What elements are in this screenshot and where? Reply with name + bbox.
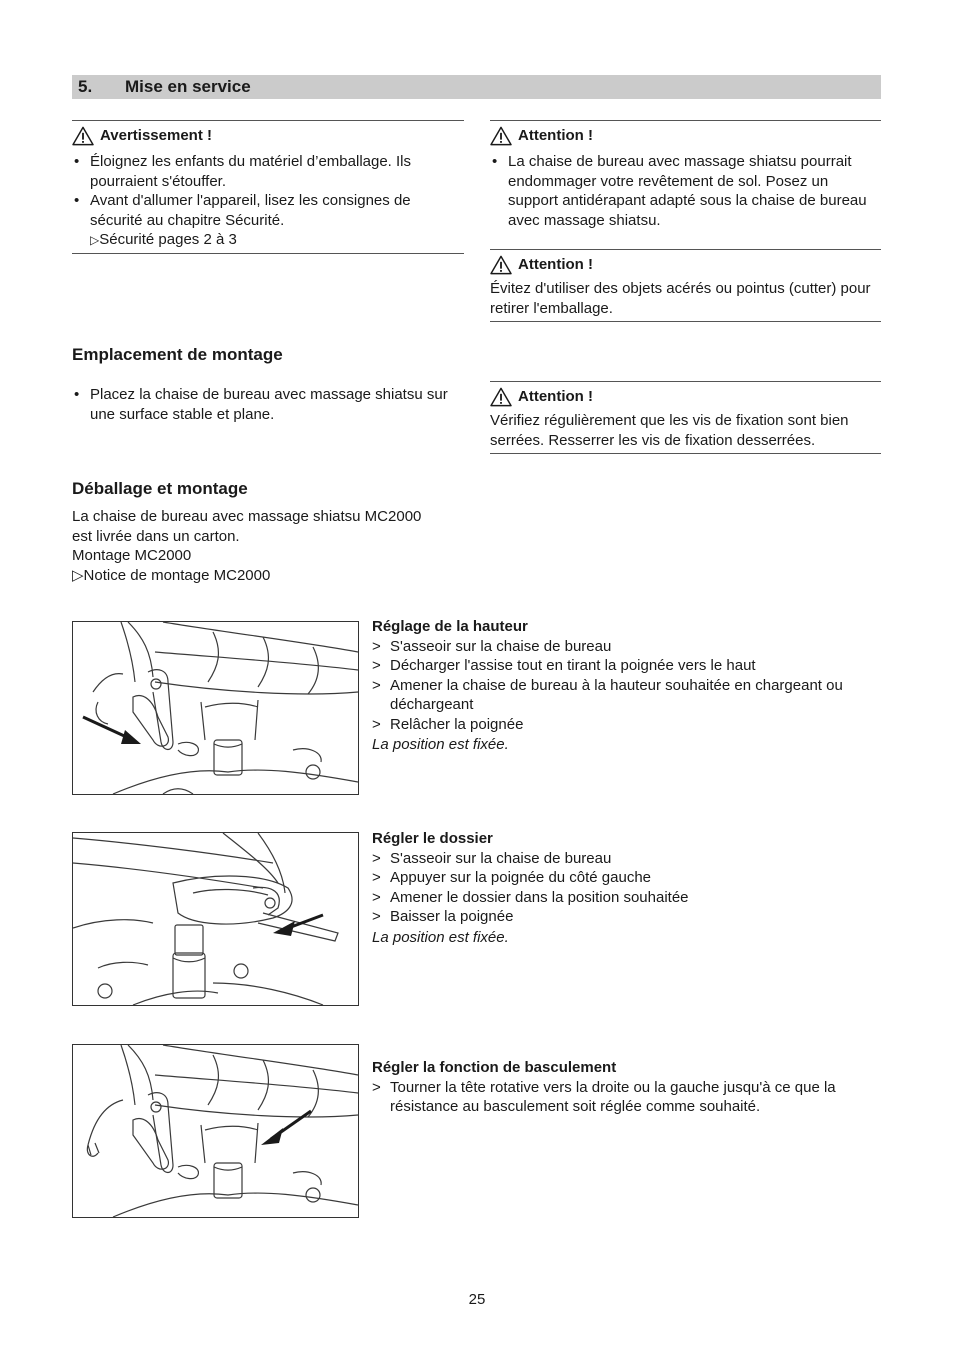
attention-item: • La chaise de bureau avec massage shiatsu pourrait endommager votre revêtement de sol. Posez un support antidérapant adapté sous la chaise de bureau avec massage shiatsu. [490, 152, 881, 230]
procedure-backrest [372, 829, 872, 947]
unpacking-line: Montage MC2000 [72, 547, 192, 564]
triangle-right-icon: ▷ [72, 566, 84, 584]
attention-title: Attention ! [518, 256, 593, 274]
attention-title: Attention ! [518, 388, 593, 406]
procedure-step: > Amener la chaise de bureau à la hauteur souhaitée en chargeant ou déchargeant [372, 676, 872, 715]
procedure-step: > S'asseoir sur la chaise de bureau [372, 637, 872, 657]
page-number: 25 [468, 1291, 486, 1308]
unpacking-text [72, 507, 472, 585]
warning-item: • Avant d'allumer l'appareil, lisez les consignes de sécurité au chapitre Sécurité. [72, 191, 464, 230]
procedure-title: Régler la fonction de basculement [372, 1059, 617, 1076]
attention-text: Évitez d'utiliser des objets acérés ou pointus (cutter) pour retirer l'emballage. [490, 280, 871, 317]
procedure-step: > Amener le dossier dans la position souhaitée [372, 888, 872, 908]
attention-text: Vérifiez régulièrement que les vis de fixation sont bien serrées. Resserrer les vis de fixation desserrées. [490, 412, 849, 449]
procedure-tilt [372, 1058, 877, 1117]
section-number: 5. [78, 77, 93, 96]
procedure-title: Régler le dossier [372, 830, 493, 847]
procedure-step: > Baisser la poignée [372, 907, 872, 927]
procedure-result: La position est fixée. [372, 928, 509, 946]
procedure-result: La position est fixée. [372, 736, 509, 753]
warning-title: Avertissement ! [100, 127, 212, 145]
placement-item: • Placez la chaise de bureau avec massage shiatsu sur une surface stable et plane. [72, 385, 464, 424]
procedure-height [372, 617, 872, 755]
section-header [72, 75, 881, 99]
warning-reference: ▷Sécurité pages 2 à 3 [90, 231, 237, 248]
procedure-step: > Décharger l'assise tout en tirant la poignée vers le haut [372, 656, 872, 676]
warning-list [72, 152, 464, 230]
procedure-step: > Tourner la tête rotative vers la droite ou la gauche jusqu'à ce que la résistance au basculement soit réglée comme souhaité. [372, 1078, 877, 1117]
procedure-title: Réglage de la hauteur [372, 618, 528, 635]
procedure-step: > Appuyer sur la poignée du côté gauche [372, 868, 872, 888]
attention-title: Attention ! [518, 127, 593, 145]
figure-height-adjustment [72, 621, 359, 795]
attention-box-packaging [490, 249, 881, 322]
warning-triangle-icon [490, 255, 512, 275]
procedure-step: > S'asseoir sur la chaise de bureau [372, 849, 872, 869]
triangle-right-icon: ▷ [90, 233, 100, 247]
figure-backrest-adjustment [72, 832, 359, 1006]
unpacking-line: est livrée dans un carton. [72, 527, 240, 545]
attention-box-screws [490, 381, 881, 454]
warning-triangle-icon [490, 126, 512, 146]
placement-heading: Emplacement de montage [72, 345, 283, 364]
attention-box-floor [490, 120, 881, 250]
unpacking-reference: ▷Notice de montage MC2000 [72, 566, 271, 584]
placement-list [72, 385, 464, 424]
unpacking-heading: Déballage et montage [72, 479, 248, 498]
procedure-step: > Relâcher la poignée [372, 715, 872, 735]
warning-triangle-icon [72, 126, 94, 146]
warning-box [72, 120, 464, 254]
section-title: Mise en service [125, 77, 251, 96]
warning-triangle-icon [490, 387, 512, 407]
figure-tilt-adjustment [72, 1044, 359, 1218]
warning-item: • Éloignez les enfants du matériel d’emballage. Ils pourraient s'étouffer. [72, 152, 464, 191]
unpacking-line: La chaise de bureau avec massage shiatsu MC2000 [72, 508, 422, 525]
